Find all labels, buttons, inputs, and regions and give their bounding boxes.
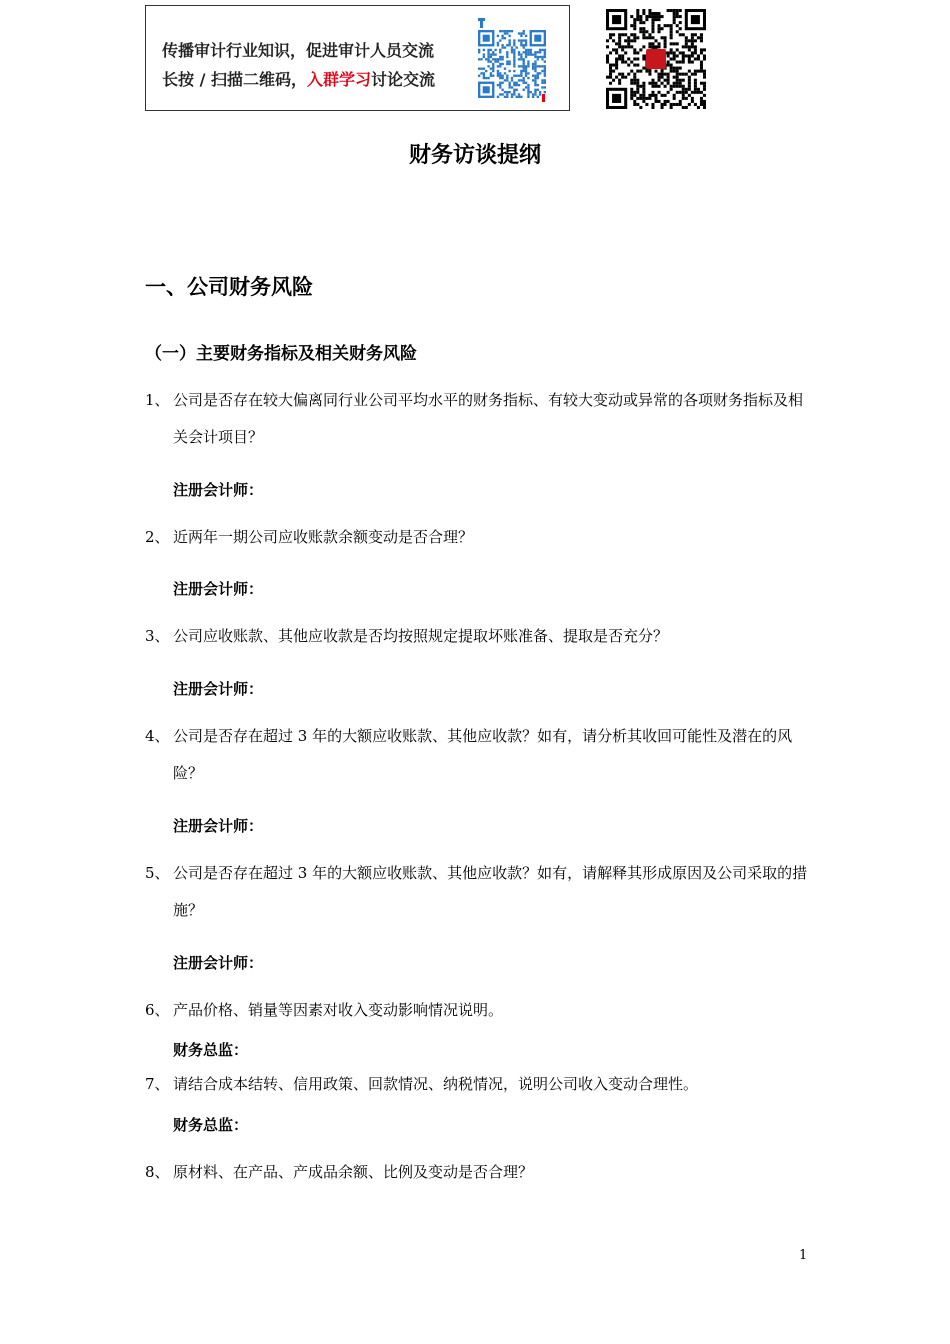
question-text: 公司是否存在超过 3 年的大额应收账款、其他应收款？如有，请解释其形成原因及公司采取的措施？ bbox=[173, 864, 808, 919]
document-title: 财务访谈提纲 bbox=[408, 143, 541, 168]
question-number: 7、 bbox=[145, 1075, 170, 1093]
qr-logo-badge bbox=[646, 49, 666, 69]
question-number: 2、 bbox=[145, 528, 170, 546]
question-text: 公司是否存在超过 3 年的大额应收账款、其他应收款？如有，请分析其收回可能性及潜在的风险？ bbox=[173, 727, 793, 782]
respondent-label: 财务总监： bbox=[173, 1116, 249, 1134]
qr-code-icon[interactable] bbox=[604, 7, 708, 111]
question-item bbox=[145, 1154, 815, 1191]
question-item bbox=[145, 519, 815, 556]
promo-banner bbox=[145, 5, 570, 111]
banner-line-2 bbox=[162, 67, 435, 90]
question-item bbox=[145, 618, 815, 655]
subsection-title: （一）主要财务指标及相关财务风险 bbox=[145, 344, 417, 364]
respondent-label: 注册会计师： bbox=[173, 954, 264, 972]
question-item bbox=[145, 1066, 815, 1103]
banner-line-1: 传播审计行业知识，促进审计人员交流 bbox=[162, 41, 435, 60]
section-title: 一、公司财务风险 bbox=[145, 275, 313, 299]
respondent-label: 注册会计师： bbox=[173, 481, 264, 499]
question-number: 4、 bbox=[145, 727, 170, 745]
question-number: 5、 bbox=[145, 864, 170, 882]
respondent-label: 注册会计师： bbox=[173, 680, 264, 698]
banner-qr-code-icon[interactable] bbox=[472, 14, 552, 106]
banner-line-2-prefix: 长按 / 扫描二维码， bbox=[162, 70, 307, 89]
question-number: 1、 bbox=[145, 391, 170, 409]
question-text: 公司是否存在较大偏离同行业公司平均水平的财务指标、有较大变动或异常的各项财务指标及相关会计项目？ bbox=[173, 391, 804, 446]
question-text: 近两年一期公司应收账款余额变动是否合理？ bbox=[173, 528, 474, 546]
question-number: 8、 bbox=[145, 1163, 170, 1181]
question-text: 公司应收账款、其他应收款是否均按照规定提取坏账准备、提取是否充分？ bbox=[173, 627, 669, 645]
question-item bbox=[145, 718, 815, 792]
page-number: 1 bbox=[799, 1248, 808, 1263]
question-text: 请结合成本结转、信用政策、回款情况、纳税情况，说明公司收入变动合理性。 bbox=[173, 1075, 699, 1093]
question-text: 原材料、在产品、产成品余额、比例及变动是否合理？ bbox=[173, 1163, 534, 1181]
question-item bbox=[145, 992, 815, 1029]
banner-highlight: 入群学习 bbox=[307, 70, 372, 89]
question-item bbox=[145, 382, 815, 456]
question-number: 3、 bbox=[145, 627, 170, 645]
question-item bbox=[145, 855, 815, 929]
question-number: 6、 bbox=[145, 1001, 170, 1019]
question-text: 产品价格、销量等因素对收入变动影响情况说明。 bbox=[173, 1001, 504, 1019]
respondent-label: 注册会计师： bbox=[173, 580, 264, 598]
respondent-label: 注册会计师： bbox=[173, 817, 264, 835]
respondent-label: 财务总监： bbox=[173, 1041, 249, 1059]
banner-line-2-suffix: 讨论交流 bbox=[371, 70, 436, 89]
